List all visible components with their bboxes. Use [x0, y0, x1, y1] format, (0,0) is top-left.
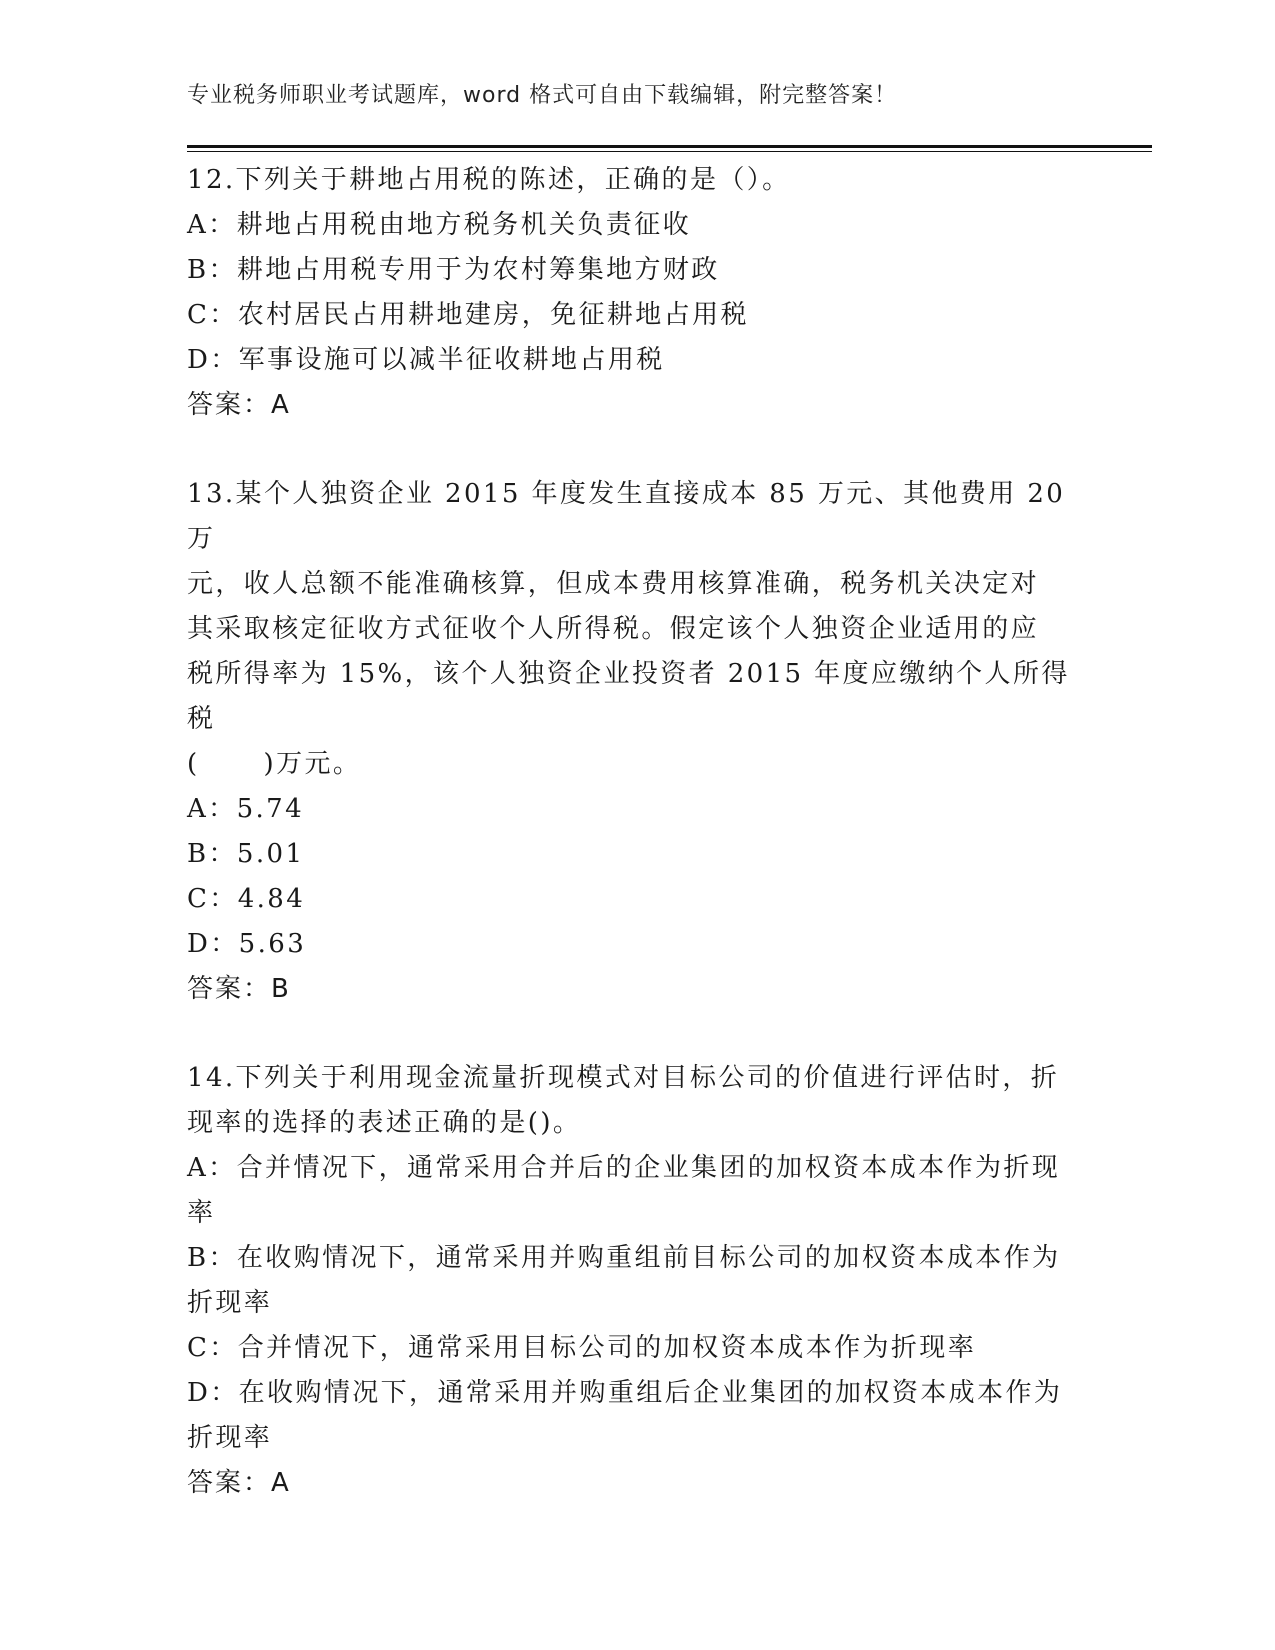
question-stem-line: ( )万元。 [187, 749, 362, 779]
option-c: C：农村居民占用耕地建房，免征耕地占用税 [187, 300, 749, 330]
option-d: D：5.63 [187, 929, 307, 959]
question-stem-line: 12.下列关于耕地占用税的陈述，正确的是（）。 [187, 165, 791, 195]
question-stem-line: 税所得率为 15%，该个人独资企业投资者 2015 年度应缴纳个人所得税 [187, 659, 1070, 734]
question-12 [187, 158, 1087, 428]
answer-label: 答案：A [187, 390, 291, 420]
option-b: B：5.01 [187, 839, 305, 869]
question-list [187, 158, 1087, 1550]
question-stem-line: 其采取核定征收方式征收个人所得税。假定该个人独资企业适用的应 [187, 614, 1040, 644]
option-b: B：耕地占用税专用于为农村筹集地方财政 [187, 255, 720, 285]
question-14 [187, 1056, 1087, 1506]
option-a-continued: 率 [187, 1198, 216, 1228]
option-a: A：5.74 [187, 794, 305, 824]
question-stem-line: 13.某个人独资企业 2015 年度发生直接成本 85 万元、其他费用 20 万 [187, 479, 1076, 554]
option-a: A：耕地占用税由地方税务机关负责征收 [187, 210, 691, 240]
option-b: B：在收购情况下，通常采用并购重组前目标公司的加权资本成本作为 [187, 1243, 1061, 1273]
page-header: 专业税务师职业考试题库，word 格式可自由下载编辑，附完整答案！ [187, 83, 898, 108]
option-a: A：合并情况下，通常采用合并后的企业集团的加权资本成本作为折现 [187, 1153, 1061, 1183]
option-d: D：在收购情况下，通常采用并购重组后企业集团的加权资本成本作为 [187, 1378, 1063, 1408]
header-rule-thin [187, 151, 1152, 152]
option-b-continued: 折现率 [187, 1288, 273, 1318]
option-c: C：合并情况下，通常采用目标公司的加权资本成本作为折现率 [187, 1333, 977, 1363]
question-stem-line: 14.下列关于利用现金流量折现模式对目标公司的价值进行评估时，折 [187, 1063, 1060, 1093]
question-stem-line: 元，收人总额不能准确核算，但成本费用核算准确，税务机关决定对 [187, 569, 1040, 599]
option-d-continued: 折现率 [187, 1423, 273, 1453]
option-c: C：4.84 [187, 884, 306, 914]
header-rule-thick [187, 145, 1152, 148]
answer-label: 答案：B [187, 974, 291, 1004]
question-13 [187, 472, 1087, 1012]
option-d: D：军事设施可以减半征收耕地占用税 [187, 345, 665, 375]
answer-label: 答案：A [187, 1468, 291, 1498]
question-stem-line: 现率的选择的表述正确的是()。 [187, 1108, 582, 1138]
